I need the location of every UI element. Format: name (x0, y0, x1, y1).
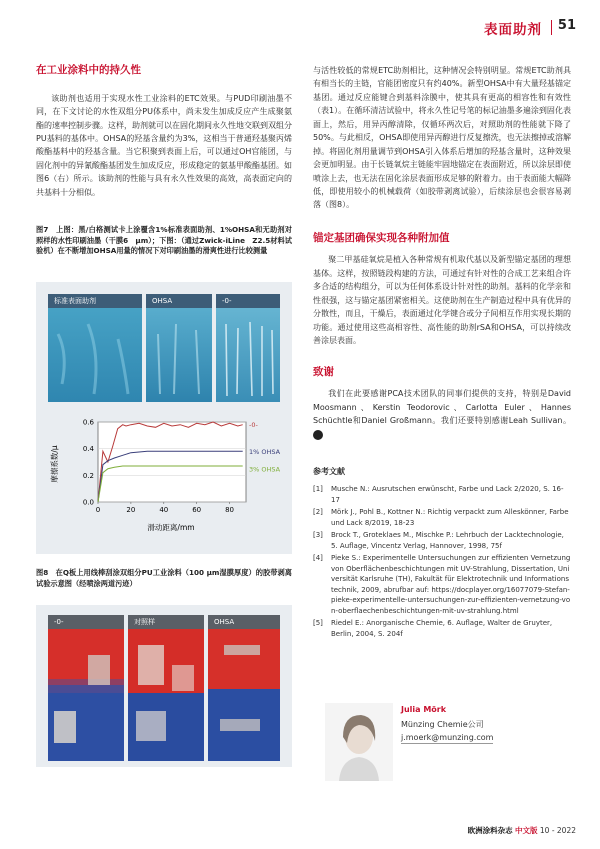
author-name: Julia Mörk (401, 705, 447, 714)
x-tick-label: 60 (192, 506, 202, 515)
friction-chart-svg (46, 414, 286, 532)
blue-coating-panel-image (146, 294, 212, 402)
y-tick-label: 0.6 (82, 418, 94, 427)
left-column (36, 64, 292, 767)
acknowledgement-text: 我们在此要感谢PCA技术团队的同事们提供的支持，特别是David Moosmann、Kerstin Teodorovic、Carlotta Euler、Hannes Schüchtle和Daniel Großmann。我们还要特别感谢Leah Sullivan。 (313, 389, 571, 426)
fig8-label-ohsa: OHSA (208, 615, 280, 629)
x-axis-label: 滑动距离/mm (147, 523, 195, 533)
figure-8-caption: 图8 在Q板上用线棒刮涂双组分PU工业涂料（100 μm湿膜厚度）的胶带剥离试验示意图（经喷涂两道污迹） (36, 568, 292, 588)
issue-number: 10 - 2022 (539, 826, 576, 835)
blue-coating-panel-image (48, 294, 142, 402)
references (313, 465, 571, 639)
y-tick-label: 0.4 (82, 445, 94, 454)
reference-item: [2] Mörk J., Pohl B., Kottner N.: Richtig verpackt zum Alleskönner, Farbe und Lack 8/2019, 18-23 (313, 508, 569, 527)
fig7-label-standard: 标准表面助剂 (48, 294, 142, 308)
body-paragraph-anchor: 聚二甲基硅氧烷是植入各种常规有机取代基以及新型锚定基团的理想基体。这样，按照链段构建的方法，可通过有针对性的合成工艺来组合许多合适的结构组分，可以为任何体系设计针对性的助剂。基料的化学亲和性很强，这与锚定基团紧密相关。这使助剂在生产制造过程中具有优异的分散性，而且，干燥后，表面通过化学键合或分子间相互作用实现长期的功能。通过使用这些高相容性、高性能的助剂rSA和OHSA，可以持续改善涂层表面。 (313, 255, 571, 346)
fig8-label-reference: 对照样 (128, 615, 204, 629)
fig8-sample-ohsa (208, 615, 280, 761)
plot-area (98, 422, 246, 502)
series-label-2: 3% OHSA (249, 465, 281, 474)
author-portrait-image (325, 703, 393, 781)
page-footer (468, 825, 576, 836)
reference-item: [5] Riedel E.: Anorganische Chemie, 6. Auflage, Walter de Gruyter, Berlin, 2004, S. 204f (313, 619, 553, 638)
section-title: 表面助剂 (484, 22, 542, 38)
author-block (313, 703, 571, 783)
fig7-sample-control (216, 294, 280, 402)
fig7-label-control: -0- (216, 294, 280, 308)
y-tick-label: 0.0 (82, 498, 94, 507)
fig8-sample-control (48, 615, 124, 761)
page-header (0, 14, 600, 38)
section-heading-anchor: 锚定基团确保实现各种附加值 (313, 231, 450, 244)
fig7-sample-standard (48, 294, 142, 402)
series-label-1: 1% OHSA (249, 448, 281, 457)
y-axis-label: 摩擦系数/μ (50, 445, 59, 484)
figure-8 (36, 605, 292, 767)
friction-chart (46, 414, 286, 532)
fig7-sample-row (48, 294, 280, 402)
fig7-sample-ohsa (146, 294, 212, 402)
author-company: Münzing Chemie公司 (401, 720, 484, 729)
red-blue-panel-image (128, 615, 204, 761)
article-end-icon: ❯ (313, 430, 323, 440)
fig7-label-ohsa: OHSA (146, 294, 212, 308)
red-blue-panel-image (48, 615, 124, 761)
reference-item: [1] Musche N.: Ausrutschen erwünscht, Farbe und Lack 2/2020, S. 16-17 (313, 485, 564, 504)
y-tick-label: 0.2 (82, 472, 94, 481)
author-email[interactable]: j.moerk@munzing.com (401, 733, 494, 742)
fig8-sample-row (48, 615, 280, 761)
edition-name: 中文版 (515, 826, 538, 835)
fig8-label-control: -0- (48, 615, 124, 629)
magazine-name: 欧洲涂料杂志 (467, 826, 513, 835)
series-label-0: -0- (249, 421, 258, 430)
reference-item: [3] Brock T., Groteklaes M., Mischke P.: Lehrbuch der Lacktechnologie, 5. Auflage, Vincentz Verlag, Hannover, 1998, 75f (313, 531, 564, 550)
header-divider (551, 20, 552, 35)
x-tick-label: 40 (159, 506, 169, 515)
references-title: 参考文献 (313, 466, 345, 476)
x-tick-label: 20 (126, 506, 136, 515)
figure-7 (36, 282, 292, 554)
right-column (313, 64, 571, 641)
reference-item: [4] Pieke S.: Experimentelle Untersuchungen zur effizienten Vernetzung von Oberflächenbeschichtungen mit UV-Strahlung, Dissertation, Universität Karlsruhe (TH), Fakultät für Elektrotechnik und Informationstechnik, 2009, abrufbar auf: https://docplayer.org/16077079-Stefan-pieke-experimentelle-untersuchungen-zur-effizienten-vernetzung-von-oberflaechenbeschichtungen-mit-uv-strahlung.html (313, 554, 571, 615)
body-paragraph-continued: 与活性较低的常规ETC助剂相比，这种情况会特别明显。常规ETC助剂具有相当长的主链，官能团密度只有约40%。新型OHSA中有大量羟基锚定基团。通过反应能键合到基料涂膜中，使其具有更高的相容性和有效性（表1）。在循环清洁试验中，将永久性记号笔的标记油墨多遍涂到固化表面上，然后，用异丙醇清除，仅循环两次后，对照助剂的性能就下降了50%。与此相反，OHSA即使用异丙醇进行反复擦洗，也无法擦掉或溶解掉。将固化剂用量调节到OHSA引入体系后增加的羟基含量时，这种效果会更加明显。由于长链氧烷主链能牢固地锚定在表面附近，所以涂层即使喷涂上去，也无法在固化涂层表面形成足够的附着力。由于表面能大幅降低，即使用较小的机械载荷（如胶带剥离试验），后续涂层也会很容易剥落（图8）。 (313, 66, 571, 210)
red-blue-panel-image (208, 615, 280, 761)
x-tick-label: 0 (95, 506, 101, 515)
body-paragraph: 该助剂也适用于实现水性工业涂料的ETC效果。与PUD印刷油墨不同，在下文讨论的水性双组分PU体系中，尚未发生加成反应产生成聚氨酯的速率控制步骤。这样，助剂就可以在固化期间永久性地交联到双组分PU基料的基体中。OHSA的羟基含量约为3%，这相当于普通羟基聚丙烯酸酯基料中的羟基含量。当它积聚到表面上后，可以通过OH官能团，与固化剂中的异氰酸酯基团发生加成反应，形成稳定的氨基甲酸酯基团。如图6（右）所示。该助剂的性能与具有永久性效果的高效，高表面定向的共基料十分相似。 (36, 93, 292, 197)
blue-coating-panel-image (216, 294, 280, 402)
figure-7-caption: 图7 上图：黑/白格测试卡上涂覆含1%标准表面助剂、1%OHSA和无助剂对照样的水性印刷油墨（干膜6 μm）；下图：（通过Zwick-iLine Z2.5材料试验机）在不断增加OHSA用量的情况下对印刷油墨的滑爽性进行比较测量 (36, 225, 292, 256)
acknowledgement-paragraph (313, 387, 571, 441)
section-heading: 在工业涂料中的持久性 (36, 64, 141, 76)
section-heading-thanks: 致谢 (313, 365, 334, 378)
fig8-sample-reference (128, 615, 204, 761)
x-tick-label: 80 (225, 506, 235, 515)
page-number: 51 (557, 18, 576, 33)
